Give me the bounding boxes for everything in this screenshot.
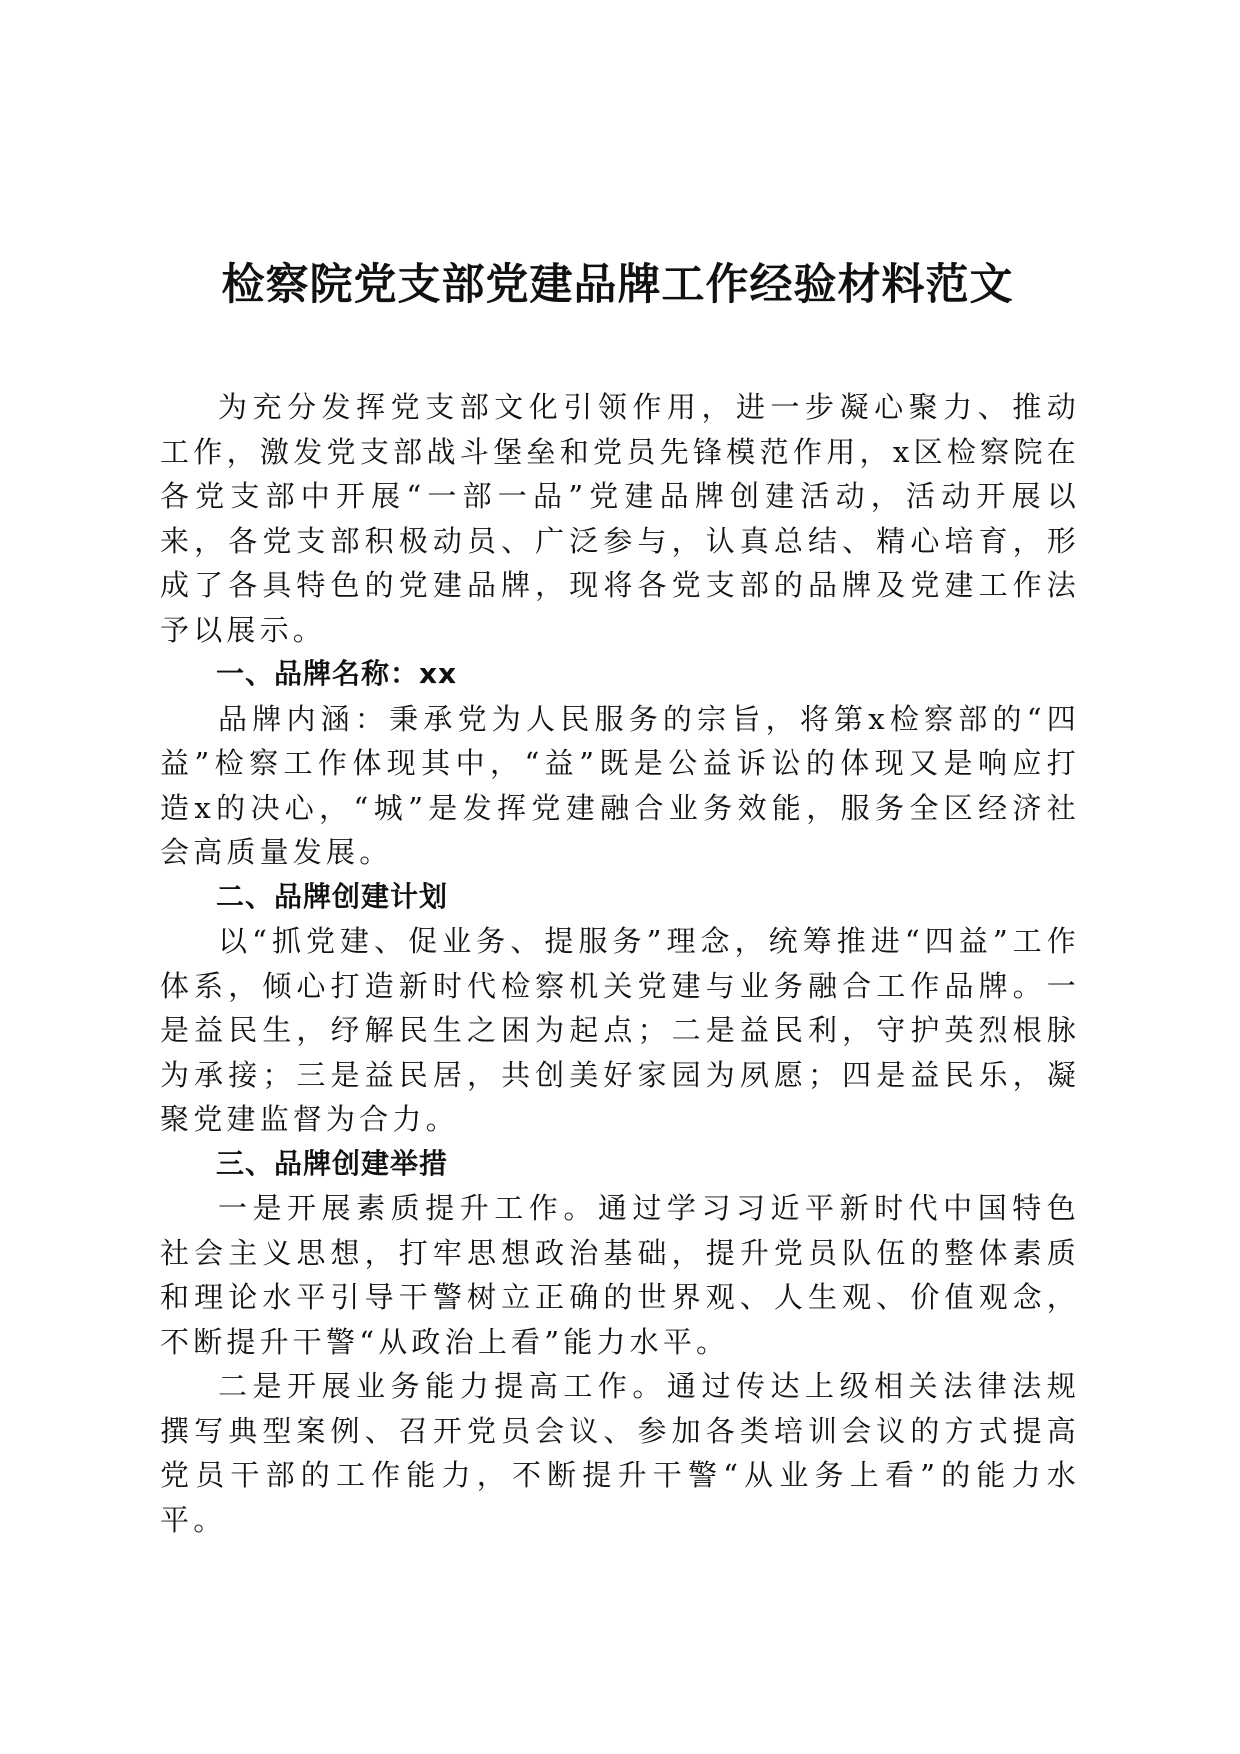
section-brand-measures [160,1142,1080,1543]
section-paragraph: 一是开展素质提升工作。通过学习习近平新时代中国特色社会主义思想，打牢思想政治基础，提升党员队伍的整体素质和理论水平引导干警树立正确的世界观、人生观、价值观念，不断提升干警“从政治上看”能力水平。 [160,1191,1080,1359]
document-title: 检察院党支部党建品牌工作经验材料范文 [221,260,1014,310]
section-heading: 一、品牌名称：xx [216,657,458,690]
document-body [160,385,1080,1542]
section-paragraph: 以“抓党建、促业务、提服务”理念，统筹推进“四益”工作体系，倾心打造新时代检察机关党建与业务融合工作品牌。一是益民生，纾解民生之困为起点；二是益民利，守护英烈根脉为承接；三是益民居，共创美好家园为夙愿；四是益民乐，凝聚党建监督为合力。 [160,924,1080,1136]
section-brand-plan [160,875,1080,1142]
section-brand-name [160,652,1080,875]
document-page [160,255,1080,1542]
section-heading: 二、品牌创建计划 [216,879,449,913]
section-paragraph: 品牌内涵：秉承党为人民服务的宗旨，将第x检察部的“四益”检察工作体现其中，“益”既是公益诉讼的体现又是响应打造x的决心，“城”是发挥党建融合业务效能，服务全区经济社会高质量发展。 [160,701,1080,869]
intro-paragraph: 为充分发挥党支部文化引领作用，进一步凝心聚力、推动工作，激发党支部战斗堡垒和党员先锋模范作用，x区检察院在各党支部中开展“一部一品”党建品牌创建活动，活动开展以来，各党支部积极动员、广泛参与，认真总结、精心培育，形成了各具特色的党建品牌，现将各党支部的品牌及党建工作法予以展示。 [160,390,1080,647]
section-heading: 三、品牌创建举措 [216,1146,449,1180]
section-paragraph: 二是开展业务能力提高工作。通过传达上级相关法律法规撰写典型案例、召开党员会议、参加各类培训会议的方式提高党员干部的工作能力，不断提升干警“从业务上看”的能力水平。 [160,1369,1080,1537]
